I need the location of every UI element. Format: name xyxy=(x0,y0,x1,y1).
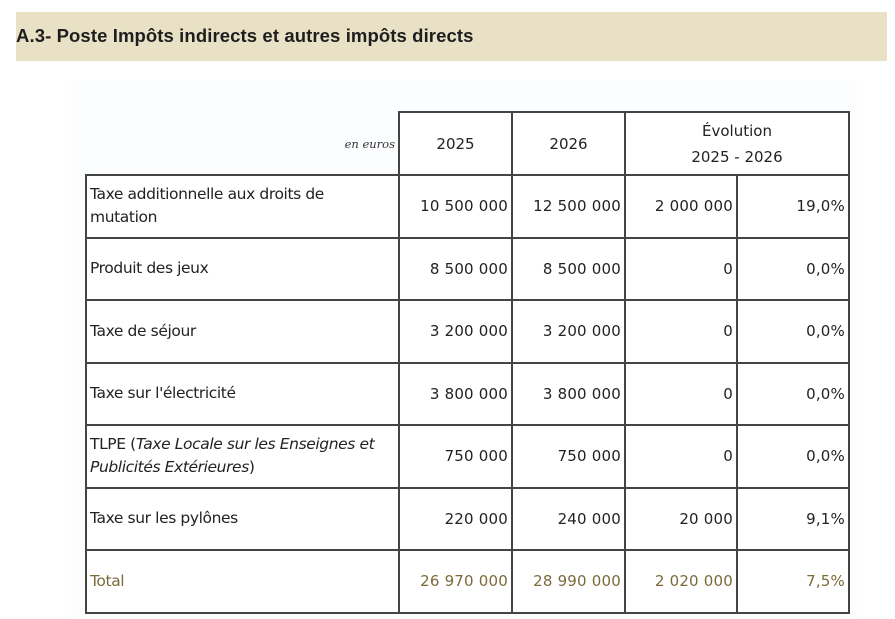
evolution-value: 0 xyxy=(625,238,737,301)
table-row xyxy=(86,238,849,301)
total-row xyxy=(86,550,849,613)
row-label-suffix: ) xyxy=(248,458,255,477)
total-label: Total xyxy=(86,550,399,613)
value-2025: 220 000 xyxy=(399,488,512,551)
table-header-row xyxy=(86,112,849,175)
table-row xyxy=(86,488,849,551)
total-evolution-percent: 7,5% xyxy=(737,550,849,613)
value-2025: 3 800 000 xyxy=(399,363,512,426)
header-2026: 2026 xyxy=(512,112,625,175)
row-label-prefix: TLPE ( xyxy=(90,435,136,454)
table-row xyxy=(86,363,849,426)
total-2025: 26 970 000 xyxy=(399,550,512,613)
header-2025: 2025 xyxy=(399,112,512,175)
row-label: Taxe additionnelle aux droits de mutation xyxy=(86,175,399,238)
row-label: Taxe de séjour xyxy=(86,300,399,363)
table-row xyxy=(86,300,849,363)
row-label: Taxe sur l'électricité xyxy=(86,363,399,426)
value-2026: 8 500 000 xyxy=(512,238,625,301)
total-evolution-value: 2 020 000 xyxy=(625,550,737,613)
value-2026: 12 500 000 xyxy=(512,175,625,238)
value-2026: 240 000 xyxy=(512,488,625,551)
evolution-value: 0 xyxy=(625,363,737,426)
evolution-percent: 0,0% xyxy=(737,238,849,301)
value-2025: 750 000 xyxy=(399,425,512,488)
unit-note: en euros xyxy=(344,137,395,151)
evolution-value: 0 xyxy=(625,300,737,363)
evolution-percent: 0,0% xyxy=(737,363,849,426)
evolution-percent: 19,0% xyxy=(737,175,849,238)
evolution-percent: 0,0% xyxy=(737,425,849,488)
table-row xyxy=(86,175,849,238)
unit-note-cell xyxy=(86,112,399,175)
evolution-percent: 9,1% xyxy=(737,488,849,551)
value-2025: 10 500 000 xyxy=(399,175,512,238)
section-title: A.3- Poste Impôts indirects et autres impôts directs xyxy=(16,25,474,46)
value-2025: 8 500 000 xyxy=(399,238,512,301)
evolution-value: 0 xyxy=(625,425,737,488)
header-evolution xyxy=(625,112,849,175)
header-evolution-period: 2025 - 2026 xyxy=(691,147,783,166)
row-label-italic: Taxe Locale sur les Enseignes et Publicités Extérieures xyxy=(90,435,375,477)
evolution-percent: 0,0% xyxy=(737,300,849,363)
table-row xyxy=(86,425,849,488)
value-2026: 3 800 000 xyxy=(512,363,625,426)
evolution-value: 2 000 000 xyxy=(625,175,737,238)
tax-table xyxy=(85,111,850,614)
total-2026: 28 990 000 xyxy=(512,550,625,613)
row-label: Taxe sur les pylônes xyxy=(86,488,399,551)
value-2026: 3 200 000 xyxy=(512,300,625,363)
value-2025: 3 200 000 xyxy=(399,300,512,363)
row-label: Produit des jeux xyxy=(86,238,399,301)
value-2026: 750 000 xyxy=(512,425,625,488)
header-evolution-title: Évolution xyxy=(702,121,772,140)
section-heading-bar xyxy=(16,12,887,61)
row-label xyxy=(86,425,399,488)
evolution-value: 20 000 xyxy=(625,488,737,551)
